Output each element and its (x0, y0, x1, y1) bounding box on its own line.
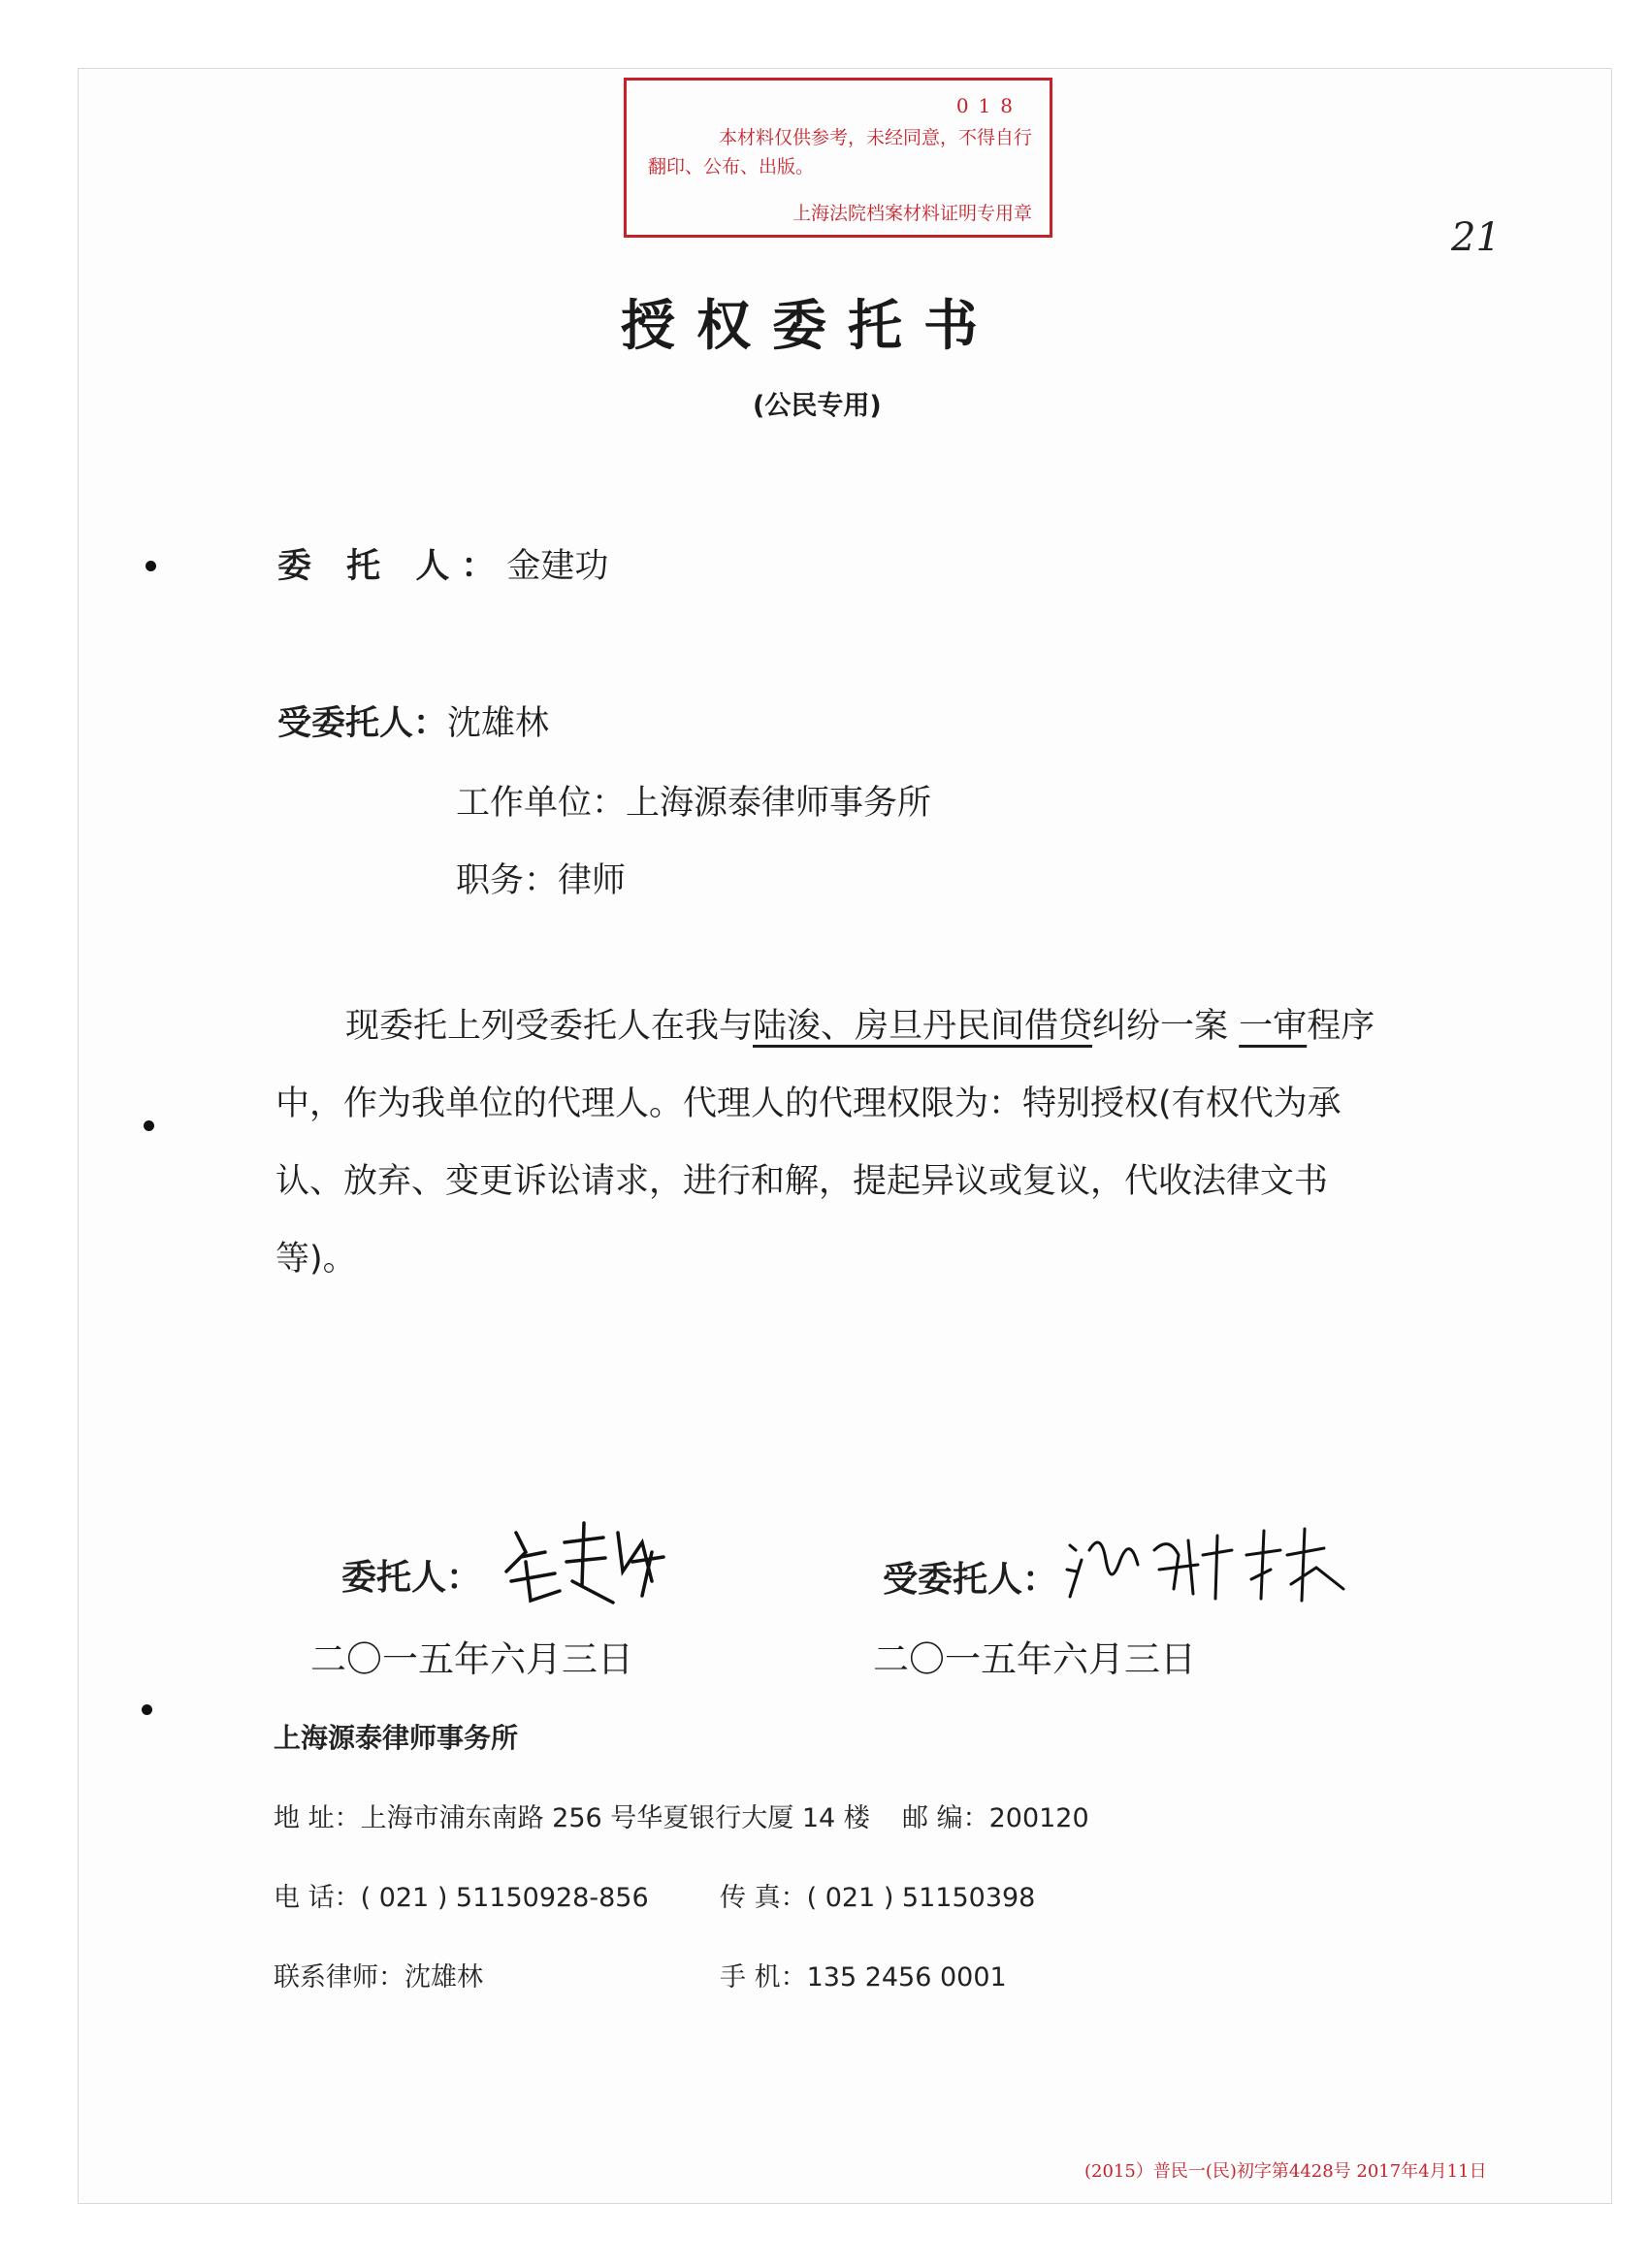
firm-name: 上海源泰律师事务所 (274, 1722, 519, 1754)
workplace-label: 工作单位： (456, 784, 627, 823)
workplace-row (456, 776, 931, 825)
principal-signature-label: 委托人： (341, 1558, 482, 1598)
firm-fax: 传 真：( 021 ) 51150398 (720, 1883, 1036, 1913)
agent-date: 二〇一五年六月三日 (873, 1638, 1196, 1680)
stamp-number: 018 (955, 94, 1022, 117)
agent-name: 沈雄林 (447, 704, 550, 743)
case-reference-footer: (2015）普民一(民)初字第4428号 2017年4月11日 (1084, 2161, 1487, 2182)
authorization-paragraph (275, 988, 1401, 1298)
principal-name: 金建功 (506, 547, 609, 586)
firm-address: 地 址：上海市浦东南路 256 号华夏银行大厦 14 楼 (274, 1803, 870, 1833)
agent-signature-label: 受委托人： (883, 1560, 1058, 1600)
page-number: 21 (1451, 215, 1501, 260)
archive-stamp (624, 78, 1052, 238)
principal-signature (497, 1513, 671, 1610)
binding-dot (142, 1704, 152, 1715)
position-label: 职务： (456, 861, 559, 900)
position-row (456, 854, 626, 902)
stamp-line-1: 本材料仅供参考，未经同意，不得自行 (718, 127, 1032, 148)
agent-row (277, 697, 549, 745)
firm-postcode: 邮 编：200120 (902, 1803, 1089, 1833)
paragraph-part-1: 现委托上列受委托人在我与 (345, 1007, 754, 1046)
principal-date: 二〇一五年六月三日 (310, 1638, 633, 1680)
position-value: 律师 (558, 861, 627, 900)
principal-label: 委 托 人： (277, 547, 507, 586)
binding-dot (146, 561, 156, 571)
agent-label: 受委托人： (277, 704, 448, 743)
paragraph-part-2: 纠纷一案 (1092, 1007, 1240, 1046)
binding-dot (144, 1120, 154, 1131)
firm-mobile: 手 机：135 2456 0001 (720, 1962, 1007, 1993)
principal-row (277, 539, 608, 588)
document-title: 授权委托书 (621, 295, 999, 358)
case-parties: 陆浚、房旦丹民间借贷 (753, 1007, 1093, 1046)
paragraph-part-3: 程序中，作为我单位的代理人。代理人的代理权限为：特别授权(有权代为承认、放弃、变更诉讼请求，进行和解，提起异议或复议，代收法律文书等)。 (275, 1007, 1375, 1279)
firm-contact: 联系律师：沈雄林 (274, 1962, 483, 1993)
case-stage: 一审 (1239, 1007, 1308, 1046)
firm-phone: 电 话：( 021 ) 51150928-856 (274, 1883, 649, 1913)
workplace-value: 上海源泰律师事务所 (626, 784, 932, 823)
document-subtitle: (公民专用) (753, 391, 882, 421)
stamp-line-3: 上海法院档案材料证明专用章 (792, 203, 1032, 224)
stamp-line-2: 翻印、公布、出版。 (648, 156, 815, 178)
agent-signature (1062, 1521, 1353, 1608)
